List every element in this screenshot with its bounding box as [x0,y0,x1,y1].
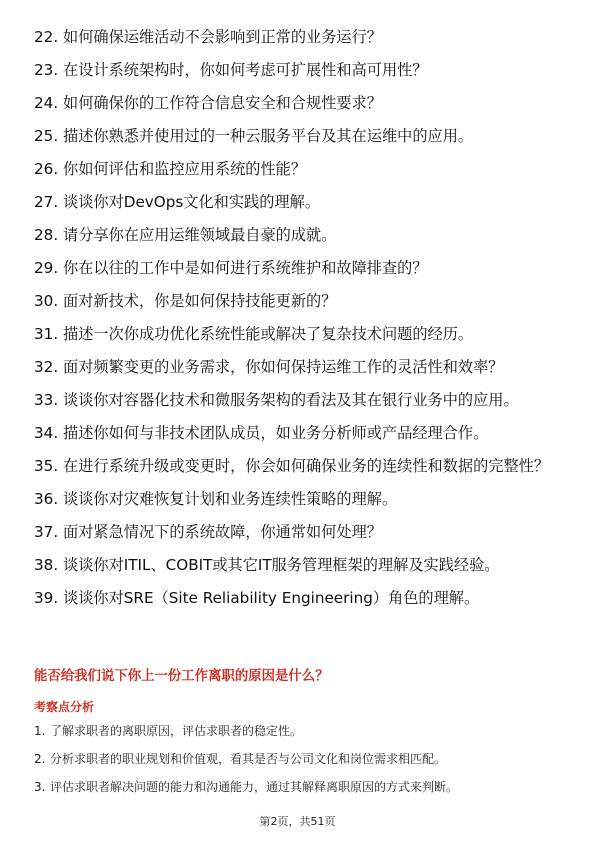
question-item-22 [34,26,564,48]
question-number: 26. [34,160,59,178]
question-number: 27. [34,193,59,211]
point-number: 2. [34,752,46,766]
question-item-25 [34,125,564,147]
question-number: 34. [34,424,59,442]
question-number: 23. [34,61,59,79]
question-text: 请分享你在应用运维领域最自豪的成就。 [63,226,337,244]
question-text: 在进行系统升级或变更时，你会如何确保业务的连续性和数据的完整性？ [63,457,549,475]
question-number: 33. [34,391,59,409]
question-item-33 [34,389,564,411]
analysis-point-list [34,722,564,806]
question-item-32 [34,356,564,378]
question-item-39 [34,587,564,609]
question-item-24 [34,92,564,114]
question-number: 37. [34,523,59,541]
point-text: 了解求职者的离职原因，评估求职者的稳定性。 [50,724,303,738]
question-item-36 [34,488,564,510]
question-number: 31. [34,325,59,343]
question-text: 你如何评估和监控应用系统的性能？ [63,160,306,178]
question-number: 29. [34,259,59,277]
question-number: 32. [34,358,59,376]
question-item-31 [34,323,564,345]
question-text: 谈谈你对ITIL、COBIT或其它IT服务管理框架的理解及实践经验。 [63,556,500,574]
question-number: 28. [34,226,59,244]
question-number: 36. [34,490,59,508]
question-text: 如何确保运维活动不会影响到正常的业务运行？ [63,28,382,46]
question-text: 面对频繁变更的业务需求，你如何保持运维工作的灵活性和效率？ [63,358,504,376]
question-heading: 能否给我们说下你上一份工作离职的原因是什么？ [34,669,329,684]
point-number: 3. [34,780,46,794]
question-item-26 [34,158,564,180]
question-number: 30. [34,292,59,310]
question-number: 24. [34,94,59,112]
question-text: 描述一次你成功优化系统性能或解决了复杂技术问题的经历。 [63,325,474,343]
question-number: 38. [34,556,59,574]
question-number: 35. [34,457,59,475]
analysis-section-title: 考察点分析 [34,700,95,714]
analysis-point [34,750,564,768]
question-text: 如何确保你的工作符合信息安全和合规性要求？ [63,94,382,112]
point-text: 分析求职者的职业规划和价值观，看其是否与公司文化和岗位需求相匹配。 [50,752,447,766]
analysis-point [34,778,564,796]
question-item-34 [34,422,564,444]
question-item-23 [34,59,564,81]
question-text: 谈谈你对容器化技术和微服务架构的看法及其在银行业务中的应用。 [63,391,519,409]
question-number: 22. [34,28,59,46]
question-text: 描述你熟悉并使用过的一种云服务平台及其在运维中的应用。 [63,127,474,145]
question-text: 在设计系统架构时，你如何考虑可扩展性和高可用性？ [63,61,428,79]
question-number: 25. [34,127,59,145]
analysis-point [34,722,564,740]
question-item-29 [34,257,564,279]
page-footer: 第2页，共51页 [259,815,336,828]
question-text: 你在以往的工作中是如何进行系统维护和故障排查的？ [63,259,428,277]
question-item-35 [34,455,564,477]
question-text: 描述你如何与非技术团队成员，如业务分析师或产品经理合作。 [63,424,489,442]
question-text: 谈谈你对SRE（Site Reliability Engineering）角色的理解。 [63,589,480,607]
question-item-30 [34,290,564,312]
question-text: 面对紧急情况下的系统故障，你通常如何处理？ [63,523,382,541]
question-item-28 [34,224,564,246]
question-item-38 [34,554,564,576]
question-number: 39. [34,589,59,607]
question-list [34,26,564,620]
point-text: 评估求职者解决问题的能力和沟通能力，通过其解释离职原因的方式来判断。 [50,780,459,794]
question-item-37 [34,521,564,543]
question-text: 面对新技术，你是如何保持技能更新的？ [63,292,337,310]
question-text: 谈谈你对灾难恢复计划和业务连续性策略的理解。 [63,490,398,508]
question-item-27 [34,191,564,213]
question-text: 谈谈你对DevOps文化和实践的理解。 [63,193,320,211]
point-number: 1. [34,724,46,738]
